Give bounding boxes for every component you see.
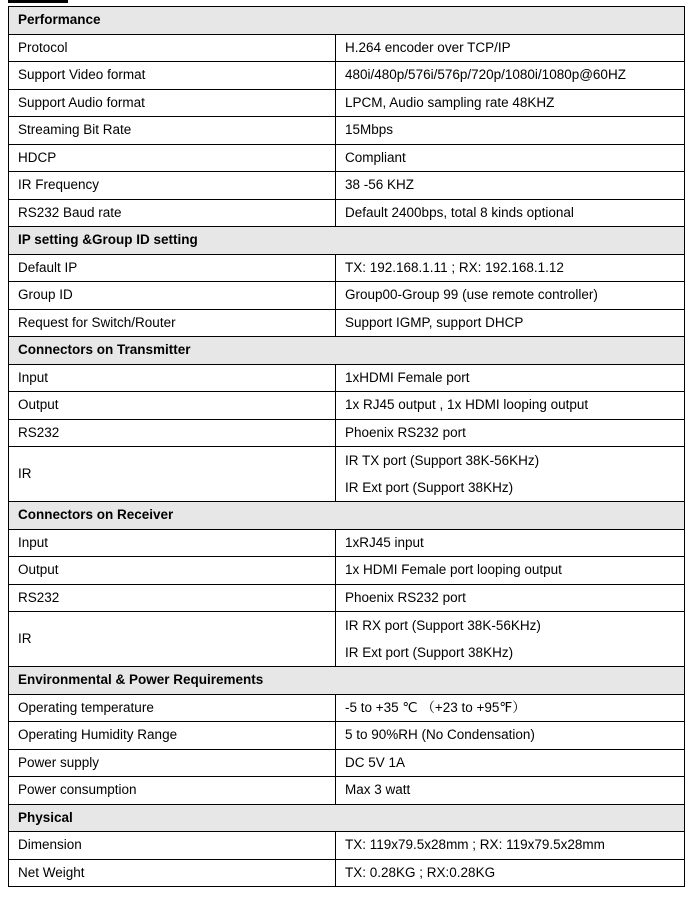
- spec-value: 1xHDMI Female port: [336, 364, 685, 392]
- table-row: [9, 447, 685, 475]
- spec-label: Support Video format: [9, 62, 336, 90]
- spec-value: Compliant: [336, 144, 685, 172]
- table-row: [9, 832, 685, 860]
- spec-label: Input: [9, 364, 336, 392]
- spec-label: Default IP: [9, 254, 336, 282]
- spec-value: 1x HDMI Female port looping output: [336, 557, 685, 585]
- table-row: [9, 34, 685, 62]
- spec-label: Protocol: [9, 34, 336, 62]
- table-row: [9, 859, 685, 887]
- spec-label: Support Audio format: [9, 89, 336, 117]
- spec-value: H.264 encoder over TCP/IP: [336, 34, 685, 62]
- spec-value: Phoenix RS232 port: [336, 584, 685, 612]
- spec-value: LPCM, Audio sampling rate 48KHZ: [336, 89, 685, 117]
- spec-value: 5 to 90%RH (No Condensation): [336, 722, 685, 750]
- spec-value: DC 5V 1A: [336, 749, 685, 777]
- table-row: [9, 172, 685, 200]
- spec-label: Operating Humidity Range: [9, 722, 336, 750]
- table-row: [9, 62, 685, 90]
- table-row: [9, 722, 685, 750]
- table-row: [9, 364, 685, 392]
- spec-value: 1x RJ45 output , 1x HDMI looping output: [336, 392, 685, 420]
- spec-label: Output: [9, 557, 336, 585]
- table-row: [9, 89, 685, 117]
- spec-value: Group00-Group 99 (use remote controller): [336, 282, 685, 310]
- spec-label: Power supply: [9, 749, 336, 777]
- section-title: Physical: [9, 804, 685, 832]
- spec-label: Group ID: [9, 282, 336, 310]
- spec-value: Default 2400bps, total 8 kinds optional: [336, 199, 685, 227]
- spec-value: 15Mbps: [336, 117, 685, 145]
- table-row: [9, 557, 685, 585]
- table-row: [9, 529, 685, 557]
- spec-label: Input: [9, 529, 336, 557]
- spec-value: Max 3 watt: [336, 777, 685, 805]
- spec-label: Streaming Bit Rate: [9, 117, 336, 145]
- spec-label: Operating temperature: [9, 694, 336, 722]
- spec-label: IR: [9, 447, 336, 502]
- table-row: [9, 419, 685, 447]
- section-title: Environmental & Power Requirements: [9, 667, 685, 695]
- spec-value: IR Ext port (Support 38KHz): [336, 639, 685, 667]
- section-title: Performance: [9, 7, 685, 35]
- spec-value: 38 -56 KHZ: [336, 172, 685, 200]
- spec-value: Support IGMP, support DHCP: [336, 309, 685, 337]
- spec-label: RS232 Baud rate: [9, 199, 336, 227]
- spec-value: IR TX port (Support 38K-56KHz): [336, 447, 685, 475]
- section-title: Connectors on Transmitter: [9, 337, 685, 365]
- spec-value: IR Ext port (Support 38KHz): [336, 474, 685, 502]
- table-row: [9, 117, 685, 145]
- table-row: [9, 309, 685, 337]
- table-row: [9, 612, 685, 640]
- section-header-row: [9, 7, 685, 35]
- table-row: [9, 749, 685, 777]
- spec-value: TX: 119x79.5x28mm ; RX: 119x79.5x28mm: [336, 832, 685, 860]
- table-row: [9, 144, 685, 172]
- section-title: Connectors on Receiver: [9, 502, 685, 530]
- spec-label: Net Weight: [9, 859, 336, 887]
- spec-value: TX: 192.168.1.11 ; RX: 192.168.1.12: [336, 254, 685, 282]
- table-row: [9, 584, 685, 612]
- spec-label: IR Frequency: [9, 172, 336, 200]
- table-row: [9, 392, 685, 420]
- spec-label: HDCP: [9, 144, 336, 172]
- table-row: [9, 777, 685, 805]
- section-header-row: [9, 227, 685, 255]
- spec-value: 1xRJ45 input: [336, 529, 685, 557]
- specification-table: [8, 6, 685, 887]
- table-row: [9, 282, 685, 310]
- table-row: [9, 694, 685, 722]
- spec-label: RS232: [9, 584, 336, 612]
- section-header-row: [9, 337, 685, 365]
- spec-label: Dimension: [9, 832, 336, 860]
- section-header-row: [9, 502, 685, 530]
- cropped-heading-fragment: [8, 0, 68, 3]
- spec-value: IR RX port (Support 38K-56KHz): [336, 612, 685, 640]
- spec-label: Request for Switch/Router: [9, 309, 336, 337]
- spec-value: 480i/480p/576i/576p/720p/1080i/1080p@60HZ: [336, 62, 685, 90]
- spec-value: TX: 0.28KG ; RX:0.28KG: [336, 859, 685, 887]
- section-header-row: [9, 667, 685, 695]
- spec-label: IR: [9, 612, 336, 667]
- table-row: [9, 254, 685, 282]
- table-row: [9, 199, 685, 227]
- spec-value: Phoenix RS232 port: [336, 419, 685, 447]
- spec-label: RS232: [9, 419, 336, 447]
- spec-value: -5 to +35 ℃ （+23 to +95℉）: [336, 694, 685, 722]
- spec-label: Power consumption: [9, 777, 336, 805]
- spec-label: Output: [9, 392, 336, 420]
- section-header-row: [9, 804, 685, 832]
- section-title: IP setting &Group ID setting: [9, 227, 685, 255]
